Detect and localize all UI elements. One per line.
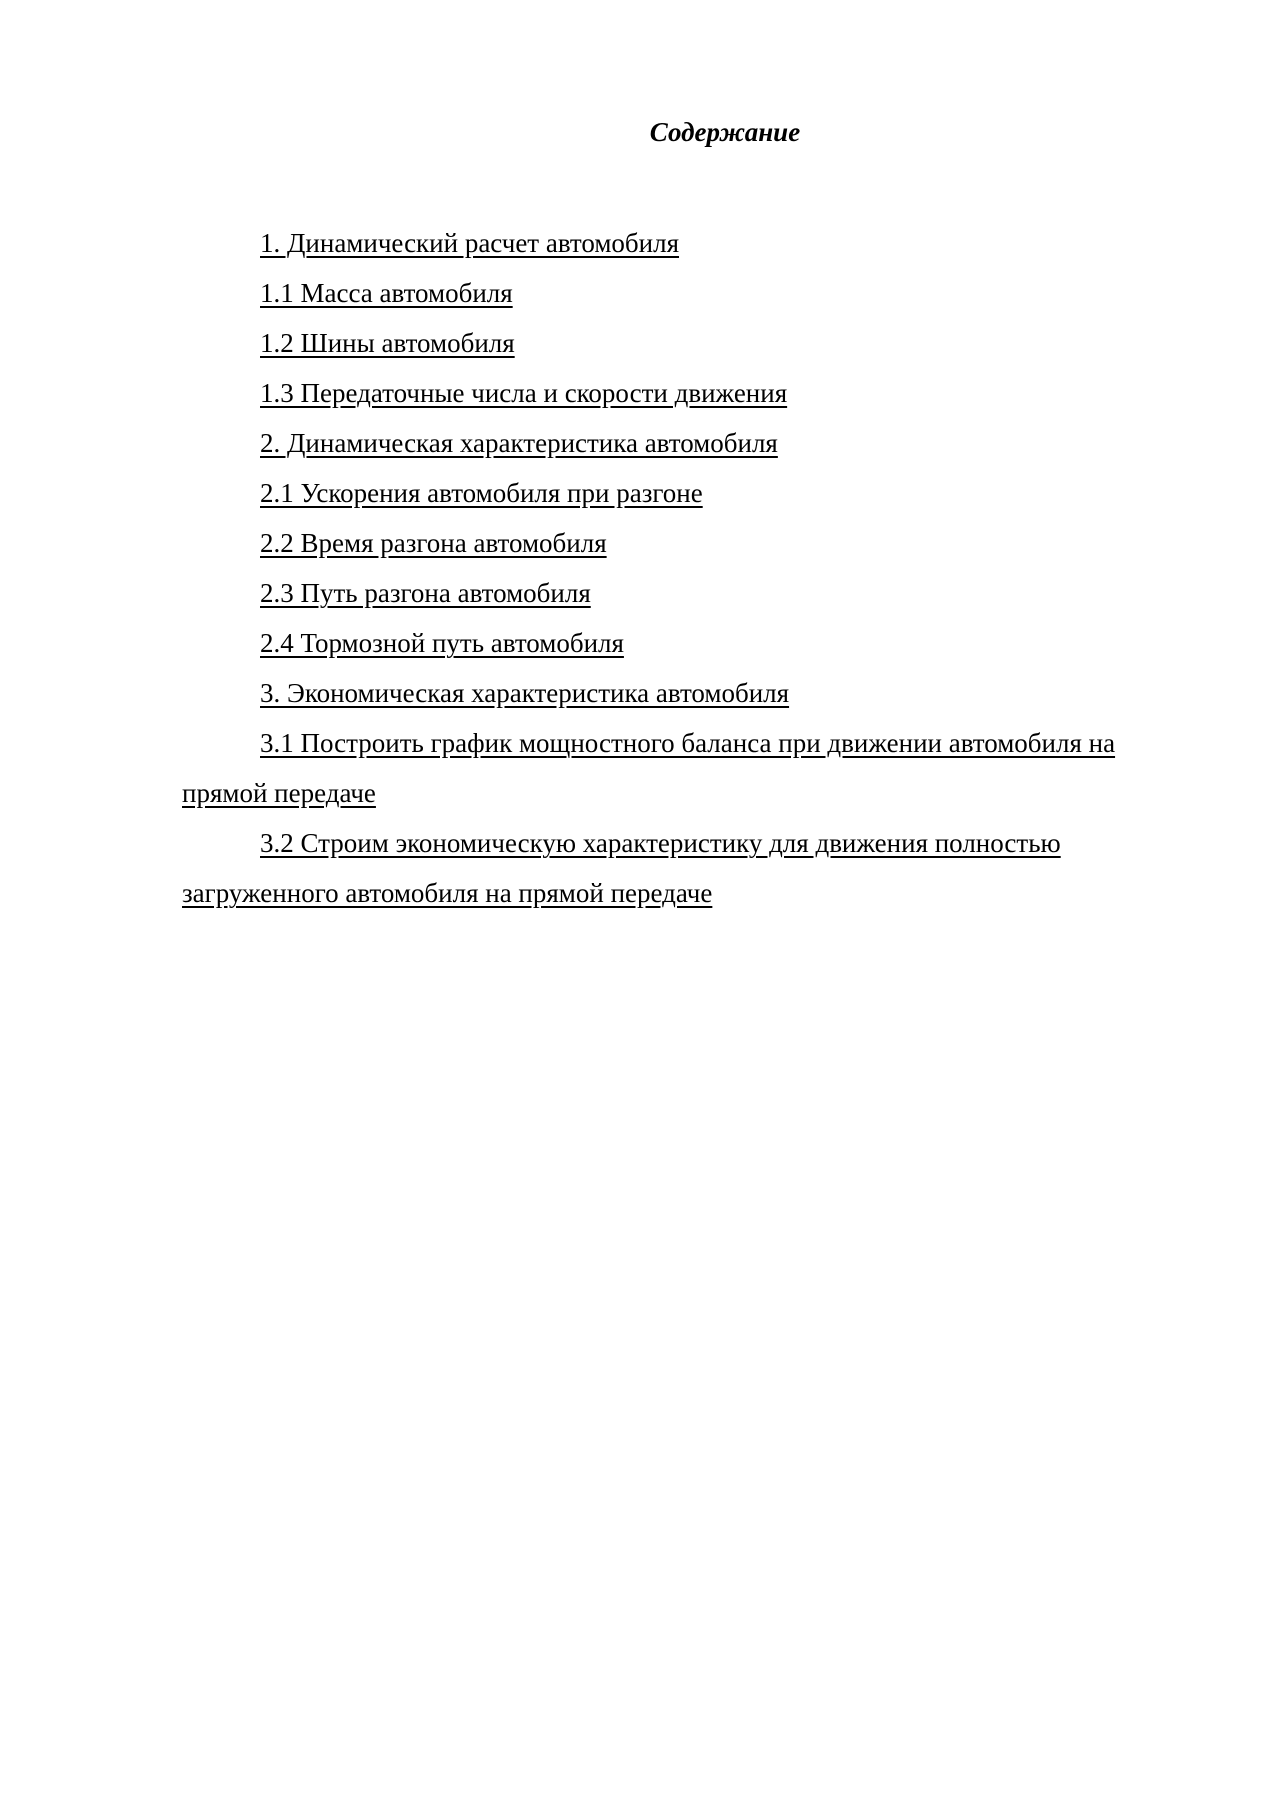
toc-link-2-4[interactable]: 2.4 Тормозной путь автомобиля (260, 628, 624, 658)
toc-link-1-3[interactable]: 1.3 Передаточные числа и скорости движения (260, 378, 788, 408)
toc-link-1-1[interactable]: 1.1 Масса автомобиля (260, 278, 513, 308)
page-title: Содержание (649, 117, 801, 147)
toc-entry-2-2 (182, 518, 1192, 568)
toc-link-1-2[interactable]: 1.2 Шины автомобиля (260, 328, 515, 358)
toc-link-2-2[interactable]: 2.2 Время разгона автомобиля (260, 528, 607, 558)
toc-link-2-3[interactable]: 2.3 Путь разгона автомобиля (260, 578, 591, 608)
toc-entry-1 (182, 218, 1192, 268)
toc-entry-3 (182, 668, 1192, 718)
toc-entry-1-2 (182, 318, 1192, 368)
toc-link-2-1[interactable]: 2.1 Ускорения автомобиля при разгоне (260, 478, 703, 508)
toc-link-2[interactable]: 2. Динамическая характеристика автомобиля (260, 428, 778, 458)
toc-link-3[interactable]: 3. Экономическая характеристика автомобиля (260, 678, 790, 708)
toc-entry-3-2 (182, 818, 1192, 918)
toc-entry-2-3 (182, 568, 1192, 618)
toc-link-3-2[interactable]: 3.2 Строим экономическую характеристику для движения полностью загруженного автомобиля на прямой передаче (182, 828, 1061, 908)
toc-link-1[interactable]: 1. Динамический расчет автомобиля (260, 228, 680, 258)
toc-entry-3-1 (182, 718, 1192, 818)
toc-entry-1-3 (182, 368, 1192, 418)
table-of-contents (182, 218, 1192, 918)
toc-entry-2-4 (182, 618, 1192, 668)
toc-entry-2-1 (182, 468, 1192, 518)
toc-entry-2 (182, 418, 1192, 468)
toc-link-3-1[interactable]: 3.1 Построить график мощностного баланса при движении автомобиля на прямой передаче (182, 728, 1116, 808)
toc-entry-1-1 (182, 268, 1192, 318)
